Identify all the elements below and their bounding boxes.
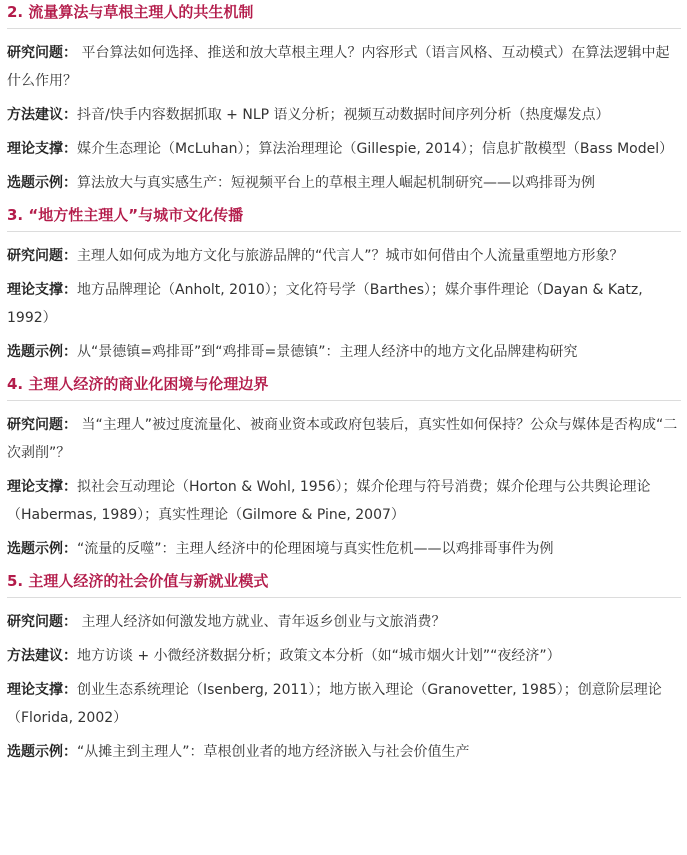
paragraph-example <box>7 169 681 197</box>
label: 理论支撑： <box>7 479 77 495</box>
paragraph-method <box>7 642 681 670</box>
label: 方法建议： <box>7 107 77 123</box>
label: 理论支撑： <box>7 141 77 157</box>
label: 研究问题： <box>7 417 77 433</box>
paragraph-text: “流量的反噬”：主理人经济中的伦理困境与真实性危机——以鸡排哥事件为例 <box>77 541 554 557</box>
section-title: 3. “地方性主理人”与城市文化传播 <box>7 203 681 232</box>
label: 选题示例： <box>7 541 77 557</box>
paragraph-text: 算法放大与真实感生产：短视频平台上的草根主理人崛起机制研究——以鸡排哥为例 <box>77 175 595 191</box>
label: 理论支撑： <box>7 682 77 698</box>
paragraph-text: 媒介生态理论（McLuhan）；算法治理理论（Gillespie, 2014）；信息扩散模型（Bass Model） <box>77 141 674 157</box>
section-5 <box>7 569 681 766</box>
paragraph-text: 主理人经济如何激发地方就业、青年返乡创业与文旅消费？ <box>77 614 446 630</box>
label: 选题示例： <box>7 344 77 360</box>
paragraph-text: 地方访谈 + 小微经济数据分析；政策文本分析（如“城市烟火计划”“夜经济”） <box>77 648 561 664</box>
label: 研究问题： <box>7 248 77 264</box>
paragraph-text: 创业生态系统理论（Isenberg, 2011）；地方嵌入理论（Granovetter, 1985）；创意阶层理论（Florida, 2002） <box>7 682 662 726</box>
paragraph-example <box>7 535 681 563</box>
paragraph-research-question <box>7 242 681 270</box>
paragraph-text: 抖音/快手内容数据抓取 + NLP 语义分析；视频互动数据时间序列分析（热度爆发点） <box>77 107 610 123</box>
paragraph-example <box>7 338 681 366</box>
section-title: 2. 流量算法与草根主理人的共生机制 <box>7 0 681 29</box>
paragraph-text: 当“主理人”被过度流量化、被商业资本或政府包装后，真实性如何保持？公众与媒体是否构成“二次剥削”？ <box>7 417 678 461</box>
label: 研究问题： <box>7 614 77 630</box>
paragraph-method <box>7 101 681 129</box>
section-2 <box>7 0 681 197</box>
label: 选题示例： <box>7 175 77 191</box>
section-4 <box>7 372 681 563</box>
paragraph-text: 平台算法如何选择、推送和放大草根主理人？内容形式（语言风格、互动模式）在算法逻辑中起什么作用？ <box>7 45 670 89</box>
label: 选题示例： <box>7 744 77 760</box>
label: 方法建议： <box>7 648 77 664</box>
label: 理论支撑： <box>7 282 77 298</box>
section-title: 5. 主理人经济的社会价值与新就业模式 <box>7 569 681 598</box>
section-3 <box>7 203 681 366</box>
paragraph-research-question <box>7 39 681 95</box>
paragraph-text: 地方品牌理论（Anholt, 2010）；文化符号学（Barthes）；媒介事件理论（Dayan & Katz, 1992） <box>7 282 643 326</box>
paragraph-text: “从摊主到主理人”：草根创业者的地方经济嵌入与社会价值生产 <box>77 744 470 760</box>
paragraph-example <box>7 738 681 766</box>
paragraph-research-question <box>7 608 681 636</box>
paragraph-text: 主理人如何成为地方文化与旅游品牌的“代言人”？城市如何借由个人流量重塑地方形象？ <box>77 248 624 264</box>
paragraph-text: 拟社会互动理论（Horton & Wohl, 1956）；媒介伦理与符号消费；媒介伦理与公共舆论理论（Habermas, 1989）；真实性理论（Gilmore & Pine, 2007） <box>7 479 651 523</box>
paragraph-research-question <box>7 411 681 467</box>
section-title: 4. 主理人经济的商业化困境与伦理边界 <box>7 372 681 401</box>
paragraph-text: 从“景德镇=鸡排哥”到“鸡排哥=景德镇”：主理人经济中的地方文化品牌建构研究 <box>77 344 578 360</box>
paragraph-theory <box>7 276 681 332</box>
paragraph-theory <box>7 135 681 163</box>
paragraph-theory <box>7 473 681 529</box>
paragraph-theory <box>7 676 681 732</box>
label: 研究问题： <box>7 45 77 61</box>
